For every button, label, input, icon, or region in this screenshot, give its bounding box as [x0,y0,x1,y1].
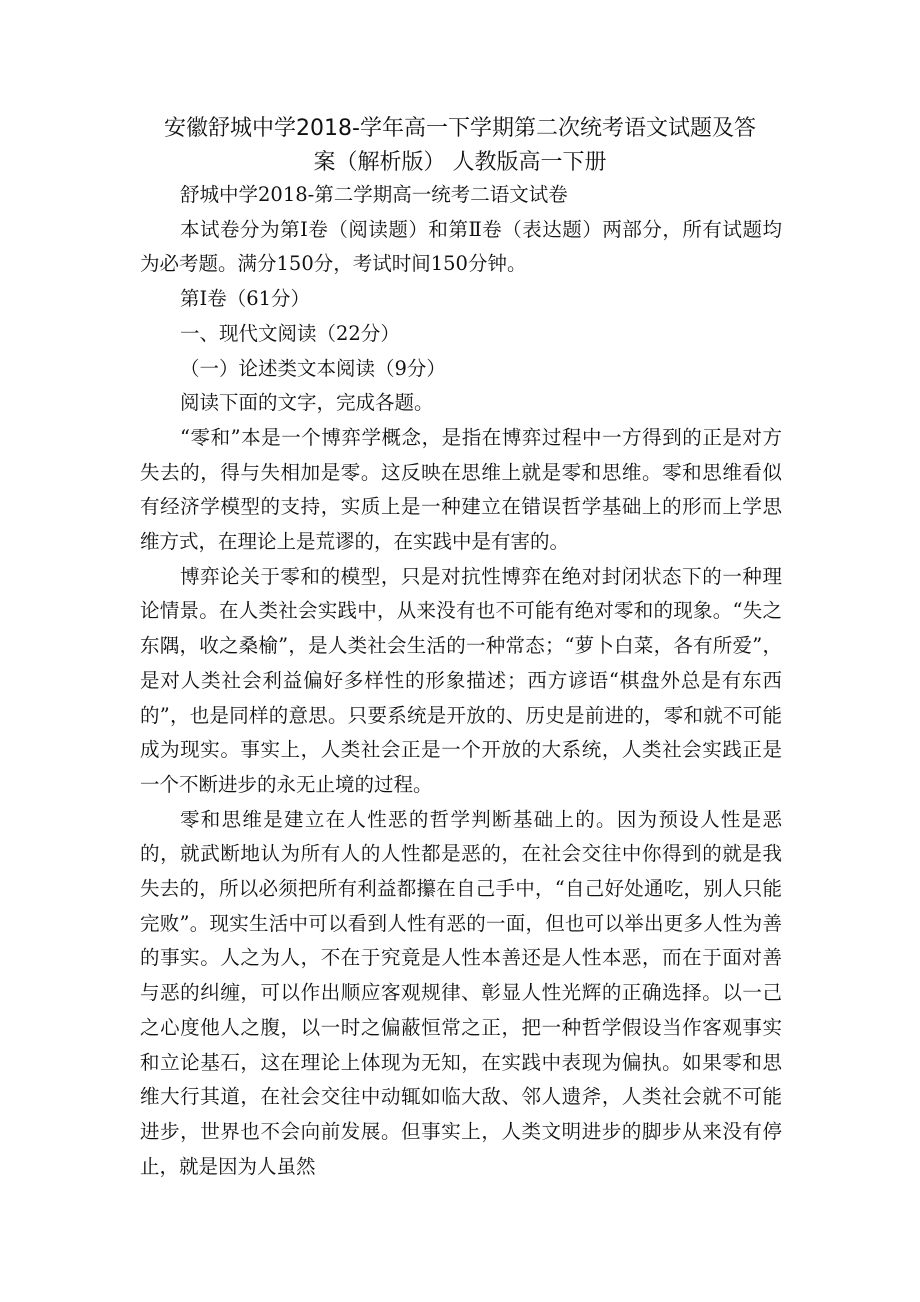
passage-paragraph: 博弈论关于零和的模型，只是对抗性博弈在绝对封闭状态下的一种理论情景。在人类社会实践中，从来没有也不可能有绝对零和的现象。“失之东隅，收之桑榆”，是人类社会生活的一种常态；“萝卜白菜，各有所爱”，是对人类社会利益偏好多样性的形象描述；西方谚语“棋盘外总是有东西的”，也是同样的意思。只要系统是开放的、历史是前进的，零和就不可能成为现实。事实上，人类社会正是一个开放的大系统，人类社会实践正是一个不断进步的永无止境的过程。 [140,564,782,796]
passage-paragraph: 零和思维是建立在人性恶的哲学判断基础上的。因为预设人性是恶的，就武断地认为所有人的人性都是恶的，在社会交往中你得到的就是我失去的，所以必须把所有利益都攥在自己手中，“自己好处通吃，别人只能完败”。现实生活中可以看到人性有恶的一面，但也可以举出更多人性为善的事实。人之为人，不在于究竟是人性本善还是人性本恶，而在于面对善与恶的纠缠，可以作出顺应客观规律、彰显人性光辉的正确选择。以一己之心度他人之腹，以一时之偏蔽恒常之正，把一种哲学假设当作客观事实和立论基石，这在理论上体现为无知，在实践中表现为偏执。如果零和思维大行其道，在社会交往中动辄如临大敌、邻人遗斧，人类社会就不可能进步，世界也不会向前发展。但事实上，人类文明进步的脚步从来没有停止，就是因为人虽然 [140,807,782,1178]
exam-instructions: 本试卷分为第Ⅰ卷（阅读题）和第Ⅱ卷（表达题）两部分，所有试题均为必考题。满分150分，考试时间150分钟。 [140,217,782,276]
subpart-heading: （一）论述类文本阅读（9分） [180,356,446,380]
title-line-2: 案（解析版） 人教版高一下册 [313,150,607,175]
reading-instruction: 阅读下面的文字，完成各题。 [180,391,434,415]
part-heading: 一、现代文阅读（22分） [180,321,400,345]
title-line-1: 安徽舒城中学2018-学年高一下学期第二次统考语文试题及答 [164,116,756,141]
section-heading: 第Ⅰ卷（61分） [180,287,311,311]
exam-name: 舒城中学2018-第二学期高一统考二语文试卷 [180,183,568,206]
passage-paragraph: “零和”本是一个博弈学概念，是指在博弈过程中一方得到的正是对方失去的，得与失相加是零。这反映在思维上就是零和思维。零和思维看似有经济学模型的支持，实质上是一种建立在错误哲学基础上的形而上学思维方式，在理论上是荒谬的，在实践中是有害的。 [140,425,782,554]
document-title [140,112,780,180]
document-body [140,178,782,1184]
